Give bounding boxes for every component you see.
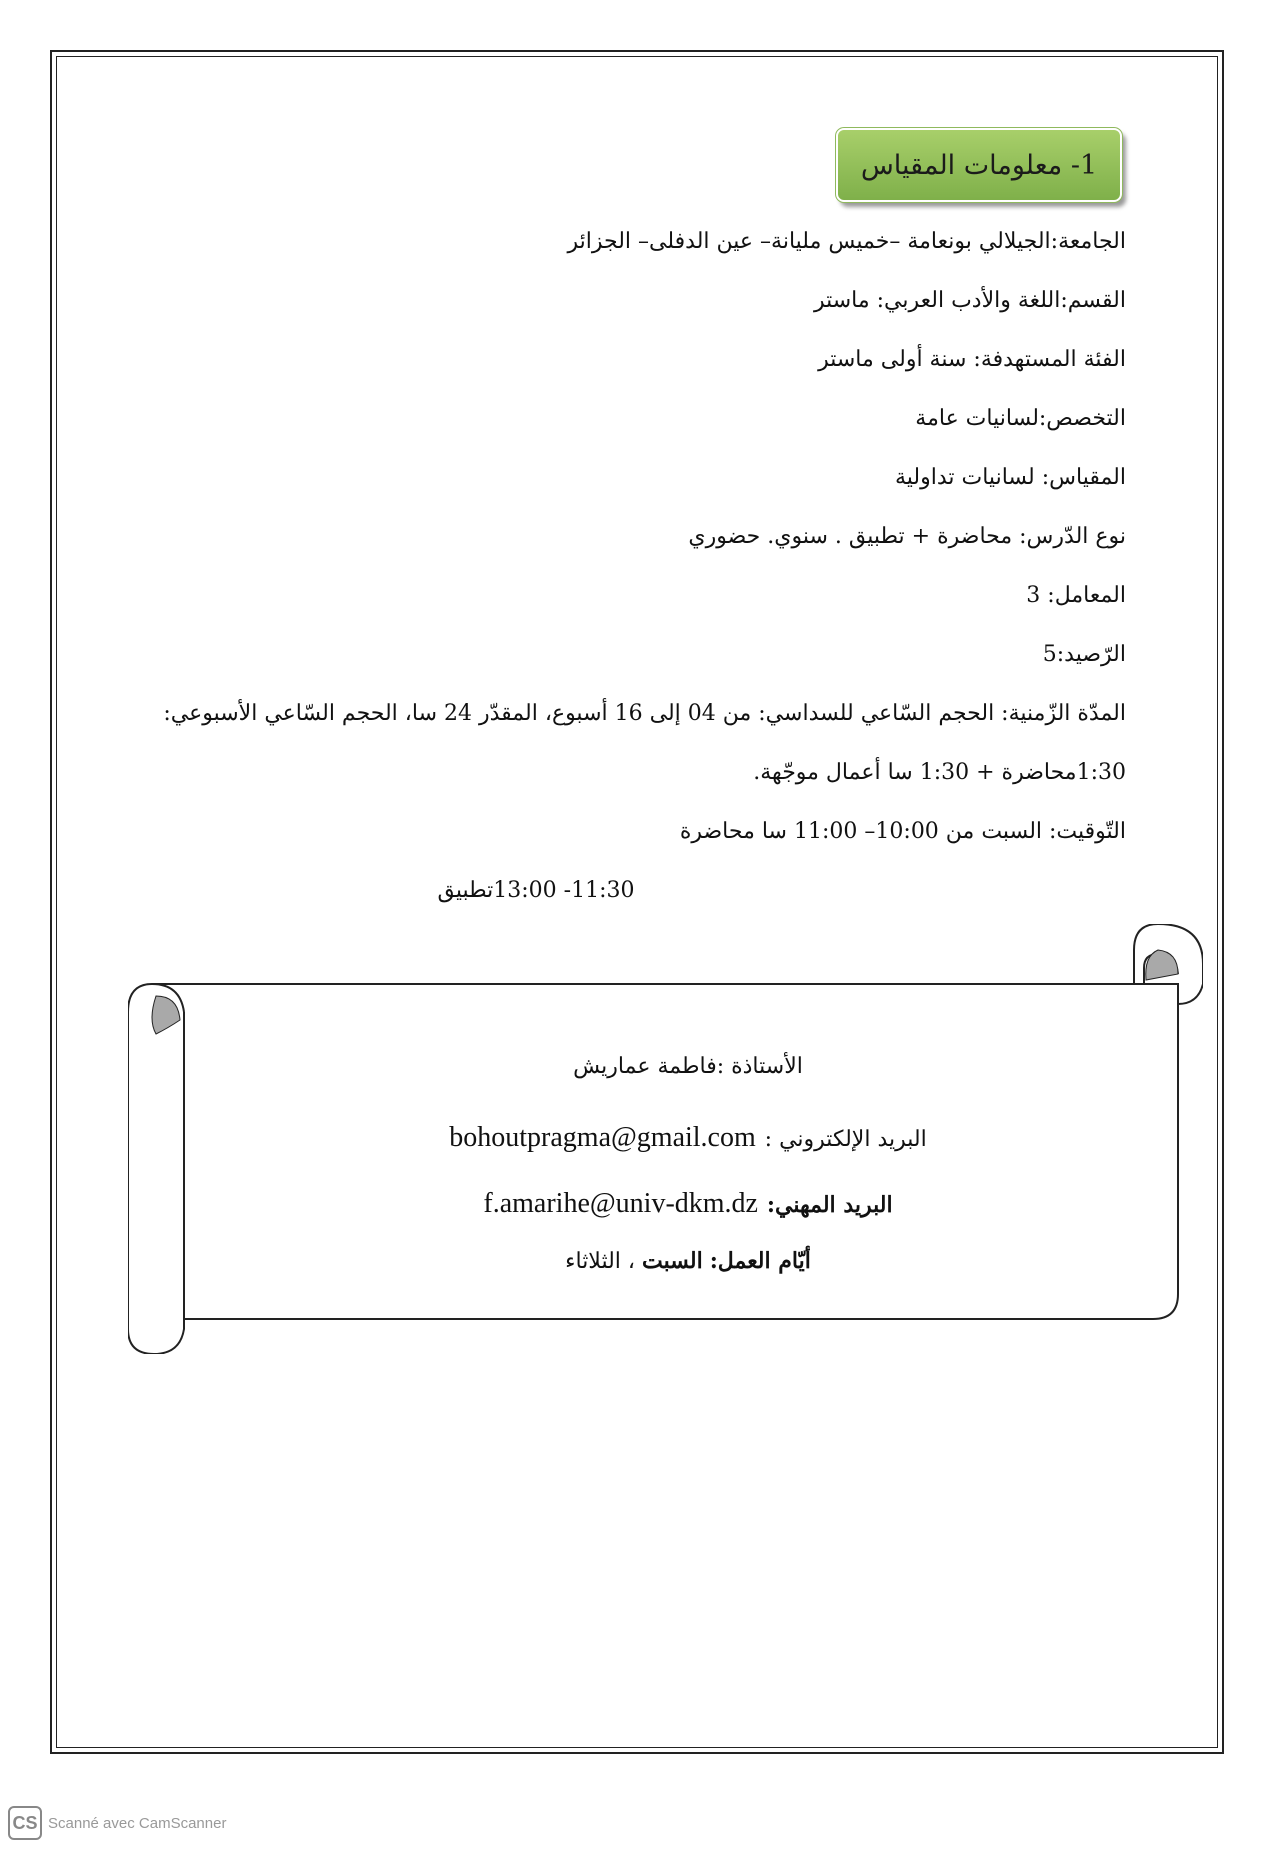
- email-link[interactable]: bohoutpragma@gmail.com: [449, 1122, 756, 1153]
- info-course-type: نوع الدّرس: محاضرة + تطبيق . سنوي. حضوري: [688, 524, 1126, 549]
- contact-scroll: [128, 924, 1203, 1354]
- work-days-row: [308, 1248, 1068, 1274]
- email-label: البريد الإلكتروني :: [764, 1127, 927, 1152]
- section-title-box: [836, 128, 1122, 202]
- camscanner-text: Scanné avec CamScanner: [48, 1814, 227, 1832]
- pro-email-label: البريد المهني:: [766, 1192, 893, 1218]
- camscanner-logo: CS: [8, 1806, 42, 1840]
- work-days-saturday: السبت: [642, 1248, 703, 1274]
- info-target-group: الفئة المستهدفة: سنة أولى ماستر: [818, 347, 1126, 372]
- module-info: [126, 222, 1126, 930]
- info-credits: الرّصيد:5: [1042, 642, 1126, 667]
- info-specialty: التخصص:لسانيات عامة: [915, 406, 1126, 431]
- scanner-footer: [8, 1806, 226, 1840]
- info-department: القسم:اللغة والأدب العربي: ماستر: [813, 288, 1126, 313]
- info-duration: المدّة الزّمنية: الحجم السّاعي للسداسي: من 04 إلى 16 أسبوع، المقدّر 24 سا، الحجم السّاعي الأسبوعي:: [163, 701, 1126, 726]
- pro-email-row: [308, 1186, 1068, 1220]
- professor-name: الأستاذة :فاطمة عماريش: [573, 1054, 803, 1079]
- info-timing-practice: 11:30- 13:00تطبيق: [437, 878, 635, 903]
- work-days-label: أيّام العمل:: [709, 1248, 811, 1274]
- info-university: الجامعة:الجيلالي بونعامة –خميس مليانة– عين الدفلى– الجزائر: [567, 229, 1126, 254]
- info-module: المقياس: لسانيات تداولية: [894, 465, 1126, 490]
- pro-email-link[interactable]: f.amarihe@univ-dkm.dz: [483, 1188, 758, 1219]
- work-days-rest: ، الثلاثاء: [565, 1249, 635, 1274]
- section-title: 1- معلومات المقياس: [860, 149, 1098, 181]
- email-row: [308, 1120, 1068, 1154]
- info-coefficient: المعامل: 3: [1026, 583, 1126, 608]
- info-timing: التّوقيت: السبت من 10:00– 11:00 سا محاضرة: [679, 819, 1126, 844]
- info-weekly-hours: 1:30محاضرة + 1:30 سا أعمال موجّهة.: [753, 760, 1126, 785]
